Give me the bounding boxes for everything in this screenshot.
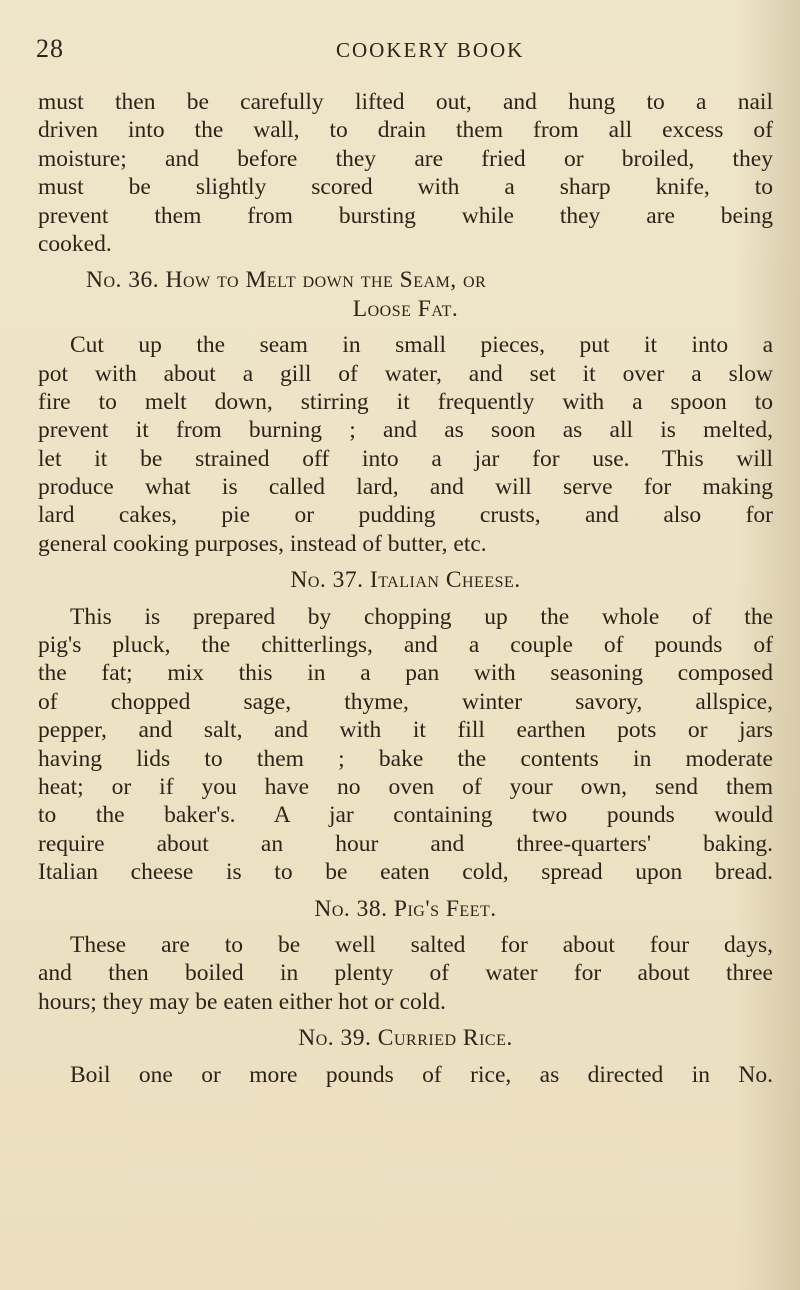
- recipe-heading-38: No. 38. Pig's Feet.: [314, 895, 497, 922]
- text-line: of chopped sage, thyme, winter savory, allspice,: [38, 688, 773, 715]
- text-line: having lids to them ; bake the contents in moderate: [38, 745, 773, 772]
- spacer: [38, 595, 773, 603]
- text-line: and then boiled in plenty of water for about three: [38, 960, 773, 987]
- text-line: heat; or if you have no oven of your own, send them: [38, 773, 773, 800]
- text-line: pot with about a gill of water, and set it over a slow: [38, 360, 773, 387]
- spacer: [38, 887, 773, 895]
- text-line: fire to melt down, stirring it frequently with a spoon to: [38, 388, 773, 415]
- spacer: [38, 258, 773, 266]
- text-line: let it be strained off into a jar for use. This will: [38, 445, 773, 472]
- recipe-heading-36: No. 36. How to Melt down the Seam, or: [86, 267, 487, 294]
- spacer: [38, 1053, 773, 1061]
- recipe-heading-36-cont: Loose Fat.: [352, 295, 459, 322]
- text-line: pepper, and salt, and with it fill earthen pots or jars: [38, 717, 773, 744]
- text-line: lard cakes, pie or pudding crusts, and also for: [38, 502, 773, 529]
- text-line: produce what is called lard, and will serve for making: [38, 474, 773, 501]
- text-line: require about an hour and three-quarters' baking.: [38, 830, 773, 857]
- text-line: cooked.: [38, 230, 112, 257]
- spacer: [38, 923, 773, 931]
- text-line: Cut up the seam in small pieces, put it into a: [70, 332, 773, 359]
- text-line: moisture; and before they are fried or broiled, they: [38, 145, 773, 172]
- text-line: driven into the wall, to drain them from all excess of: [38, 117, 773, 144]
- text-line: This is prepared by chopping up the whole of the: [70, 603, 773, 630]
- recipe-heading-37: No. 37. Italian Cheese.: [290, 567, 521, 594]
- text-line: pig's pluck, the chitterlings, and a couple of pounds of: [38, 632, 773, 659]
- text-line: hours; they may be eaten either hot or cold.: [38, 988, 446, 1015]
- text-line: to the baker's. A jar containing two pounds would: [38, 802, 773, 829]
- text-line: general cooking purposes, instead of butter, etc.: [38, 530, 487, 557]
- text-line: must be slightly scored with a sharp knife, to: [38, 174, 773, 201]
- text-line: prevent it from burning ; and as soon as all is melted,: [38, 417, 773, 444]
- running-title: COOKERY BOOK: [336, 38, 525, 62]
- body-text: [38, 88, 773, 1089]
- text-line: These are to be well salted for about four days,: [70, 931, 773, 958]
- page-header: [36, 34, 776, 74]
- text-line: Boil one or more pounds of rice, as directed in No.: [70, 1061, 773, 1088]
- page-number: 28: [36, 34, 64, 63]
- spacer: [38, 1016, 773, 1024]
- spacer: [38, 323, 773, 331]
- text-line: must then be carefully lifted out, and hung to a nail: [38, 89, 773, 115]
- text-line: Italian cheese is to be eaten cold, spread upon bread.: [38, 859, 773, 886]
- text-line: the fat; mix this in a pan with seasoning composed: [38, 660, 773, 687]
- spacer: [38, 558, 773, 566]
- text-line: prevent them from bursting while they are being: [38, 202, 773, 229]
- recipe-heading-39: No. 39. Curried Rice.: [298, 1025, 513, 1052]
